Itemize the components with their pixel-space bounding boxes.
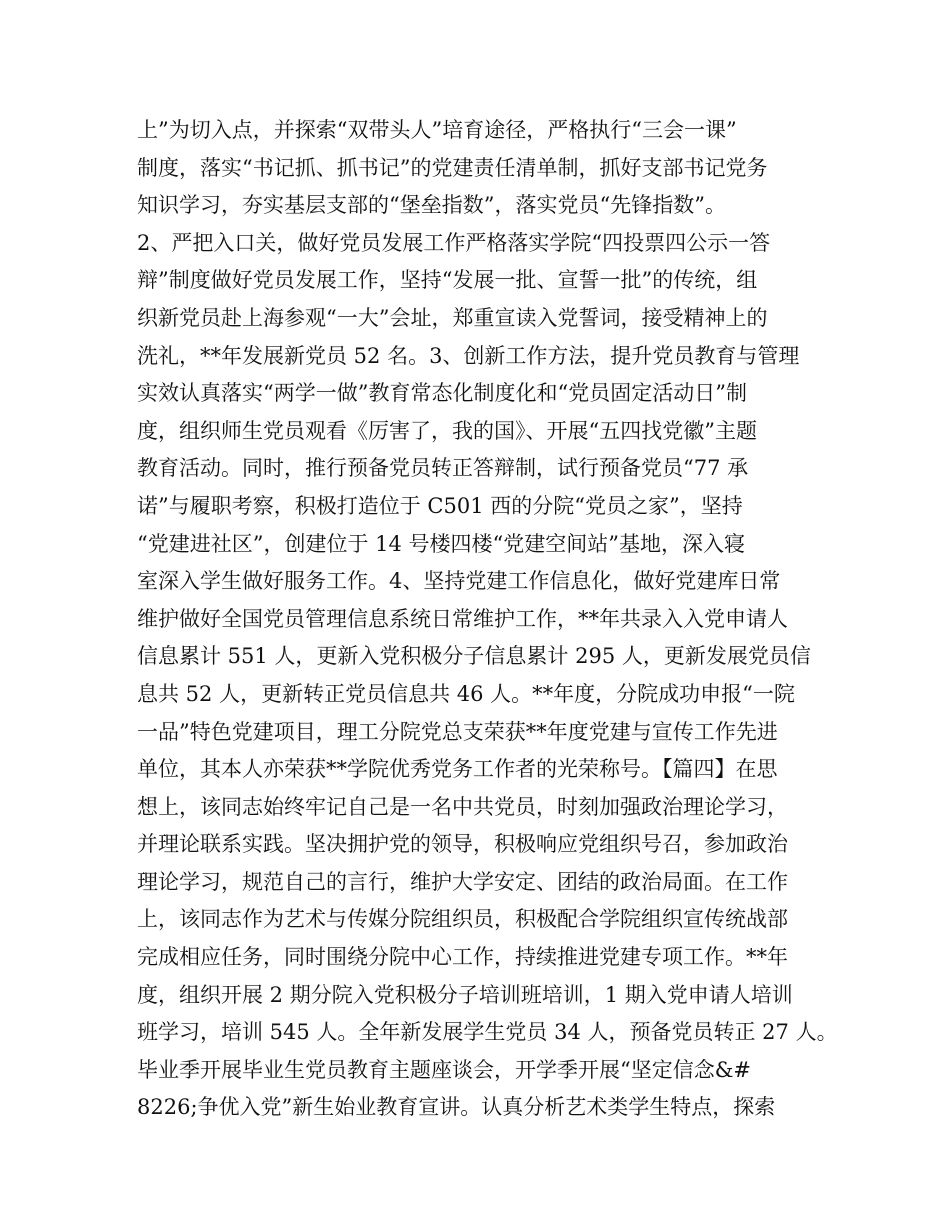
- text-line: “党建进社区”，创建位于 14 号楼四楼“党建空间站”基地，深入寝: [137, 531, 746, 556]
- body-text: [137, 112, 837, 1127]
- text-line: 知识学习，夯实基层支部的“堡垒指数”，落实党员“先锋指数”。: [137, 193, 726, 218]
- text-line: 一品”特色党建项目，理工分院党总支荣获**年度党建与宣传工作先进: [137, 719, 778, 744]
- text-line: 辩”制度做好党员发展工作，坚持“发展一批、宣誓一批”的传统，组: [137, 268, 758, 293]
- text-line: 洗礼，**年发展新党员 52 名。3、创新工作方法，提升党员教育与管理: [137, 343, 800, 368]
- text-line: 度，组织师生党员观看《厉害了，我的国》、开展“五四找党徽”主题: [137, 418, 757, 443]
- text-line: 室深入学生做好服务工作。4、坚持党建工作信息化，做好党建库日常: [137, 569, 781, 594]
- text-line: 并理论联系实践。坚决拥护党的领导，积极响应党组织号召，参加政治: [137, 832, 788, 857]
- text-line: 度，组织开展 2 期分院入党积极分子培训班培训，1 期入党申请人培训: [137, 982, 793, 1007]
- text-line: 班学习，培训 545 人。全年新发展学生党员 34 人，预备党员转正 27 人。: [137, 1020, 838, 1045]
- text-line: 教育活动。同时，推行预备党员转正答辩制，试行预备党员“77 承: [137, 456, 749, 481]
- text-line: 8226;争优入党”新生始业教育宣讲。认真分析艺术类学生特点，探索: [137, 1095, 776, 1120]
- text-line: 完成相应任务，同时围绕分院中心工作，持续推进党建专项工作。**年: [137, 945, 788, 970]
- text-line: 织新党员赴上海参观“一大”会址，郑重宣读入党誓词，接受精神上的: [137, 305, 768, 330]
- text-line: 维护做好全国党员管理信息系统日常维护工作，**年共录入入党申请人: [137, 606, 788, 631]
- text-line: 上，该同志作为艺术与传媒分院组织员，积极配合学院组织宣传统战部: [137, 907, 788, 932]
- text-line: 息共 52 人，更新转正党员信息共 46 人。**年度，分院成功申报“一院: [137, 681, 795, 706]
- text-line: 想上，该同志始终牢记自己是一名中共党员，时刻加强政治理论学习，: [137, 794, 788, 819]
- text-line: 上”为切入点，并探索“双带头人”培育途径，严格执行“三会一课”: [137, 118, 737, 142]
- text-line: 实效认真落实“两学一做”教育常态化制度化和“党员固定活动日”制: [137, 381, 747, 406]
- text-line: 诺”与履职考察，积极打造位于 C501 西的分院“党员之家”，坚持: [137, 493, 743, 518]
- text-line: 2、严把入口关，做好党员发展工作严格落实学院“四投票四公示一答: [137, 230, 771, 255]
- text-line: 理论学习，规范自己的言行，维护大学安定、团结的政治局面。在工作: [137, 869, 788, 894]
- text-line: 单位，其本人亦荣获**学院优秀党务工作者的光荣称号。【篇四】在思: [137, 757, 778, 782]
- text-line: 毕业季开展毕业生党员教育主题座谈会，开学季开展“坚定信念&#: [137, 1057, 752, 1082]
- text-line: 制度，落实“书记抓、抓书记”的党建责任清单制，抓好支部书记党务: [137, 155, 768, 180]
- text-line: 信息累计 551 人，更新入党积极分子信息累计 295 人，更新发展党员信: [137, 644, 811, 669]
